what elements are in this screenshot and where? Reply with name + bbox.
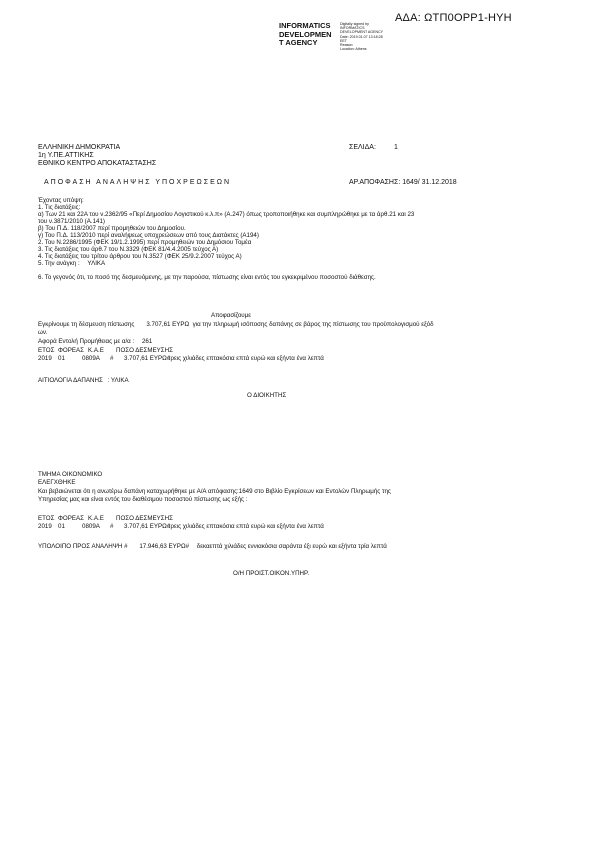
stamp-detail-line: Location: Athens [340, 47, 367, 52]
finance-checked: ΕΛΕΓΧΘΗΚΕ [38, 479, 76, 486]
consideration-line: του ν.3871/2010 (Α.141) [38, 218, 105, 225]
stamp-org-line: T AGENCY [279, 38, 318, 47]
consideration-line: 3. Τις διατάξεις του άρθ.7 του Ν.3329 (ΦΕΚ 81/4.4.2005 τεύχος Α) [38, 246, 219, 253]
row-amount: 3.707,61 ΕΥΡΩ# [124, 523, 171, 530]
approve-amount: 3.707,61 ΕΥΡΩ [146, 321, 190, 328]
consideration-line: α) Των 21 και 22Α του ν.2362/95 «Περί Δημοσίου Λογιστικού κ.λ.π» (Α.247) όπως τροποποιήθηκε και συμπληρώθηκε με τα άρθ.21 και 23 [38, 211, 415, 218]
justification-line [38, 377, 129, 384]
consideration-line: Έχοντας υπόψη: [38, 197, 84, 204]
spacer [38, 267, 414, 274]
issuer-line: ΕΘΝΙΚΟ ΚΕΝΤΡΟ ΑΠΟΚΑΤΑΣΤΑΣΗΣ [38, 160, 157, 167]
row-year: 2019 [38, 523, 52, 530]
justification-label: ΑΙΤΙΟΛΟΓΙΑ ΔΑΠΑΝΗΣ [38, 377, 103, 384]
row-hash: # [110, 523, 114, 530]
director-title: Ο ΔΙΟΙΚΗΤΗΣ [247, 392, 287, 399]
col-header-kae: Κ.Α.Ε [88, 347, 104, 354]
finance-commitment-table [38, 515, 438, 531]
order-label: Αφορά Εντολή Προμήθειας με α/α : [38, 338, 135, 345]
commitment-table [38, 347, 438, 363]
row-hash: # [110, 355, 114, 362]
approve-label: Εγκρίνουμε τη δέσμευση πίστωσης [38, 321, 135, 328]
remaining-label: ΥΠΟΛΟΙΠΟ ΠΡΟΣ ΑΝΑΛΗΨΗ # [38, 543, 128, 550]
remaining-amount: 17.946,63 ΕΥΡΩ# [139, 543, 190, 550]
row-kae: 0809Α [82, 523, 100, 530]
consideration-line: 4. Τις διατάξεις του τρίτου άρθρου του Ν.3527 (ΦΕΚ 25/9.2.2007 τεύχος Α) [38, 253, 242, 260]
page-number: 1 [394, 144, 398, 151]
stamp-detail-line: DEVELOPMENT AGENCY [340, 30, 384, 35]
stamp-detail-line: Date: 2019.01.07 13:18:28 [340, 34, 383, 39]
need-label: 5. Την ανάγκη : [38, 260, 80, 267]
document-title: ΑΠΟΦΑΣΗ ΑΝΑΛΗΨΗΣ ΥΠΟΧΡΕΩΣΕΩΝ [44, 179, 232, 186]
row-amount-words: τρεις χιλιάδες επτακόσια επτά ευρώ και εξήντα ένα λεπτά [168, 523, 324, 530]
considerations-list [38, 197, 414, 281]
remaining-amount-words: δεκαεπτά χιλιάδες εννιακόσια σαράντα έξι ευρώ και εξήντα τρία λεπτά [196, 543, 387, 550]
issuer-block [38, 144, 156, 168]
stamp-detail-line: INFORMATICS [340, 26, 365, 31]
row-agency: 01 [58, 355, 65, 362]
approval-continuation: ων. [38, 329, 48, 336]
page-label: ΣΕΛΙΔΑ: [349, 144, 376, 151]
signature-stamp [279, 22, 332, 48]
row-agency: 01 [58, 523, 65, 530]
finance-dept: ΤΜΗΜΑ ΟΙΚΟΝΟΜΙΚΟ [38, 471, 103, 478]
approve-text: για την πληρωμή ισόποσης δαπάνης σε βάρος της πίστωσης του προϋπολογισμού εξόδ [192, 321, 434, 328]
stamp-detail-line: Digitally signed by [340, 22, 369, 26]
need-value: ΥΛΙΚΑ [87, 260, 106, 267]
row-amount-words: τρεις χιλιάδες επτακόσια επτά ευρώ και εξήντα ένα λεπτά [168, 355, 324, 362]
stamp-details [340, 22, 383, 51]
approval-line [38, 321, 434, 328]
stamp-org-line: INFORMATICS [279, 21, 331, 30]
col-header-year: ΕΤΟΣ [38, 347, 55, 354]
order-line [38, 338, 152, 345]
col-header-amount: ΠΟΣΟ ΔΕΣΜΕΥΣΗΣ [116, 347, 173, 354]
order-number: 261 [141, 338, 153, 345]
ada-number: ΑΔΑ: ΩΤΠ0ΟΡΡ1-ΗΥΗ [395, 12, 512, 24]
remaining-line [38, 543, 387, 550]
decision-number: ΑΡ.ΑΠΟΦΑΣΗΣ: 1649/ 31.12.2018 [349, 179, 457, 186]
issuer-line: 1η Υ.ΠΕ.ΑΤΤΙΚΗΣ [38, 152, 94, 159]
col-header-agency: ΦΟΡΕΑΣ [58, 515, 84, 522]
consideration-line: 6. Το γεγονός ότι, το ποσό της δεσμευόμενης, με την παρούσα, πίστωσης είναι εντός του εγκεκριμένου ποσοστού διάθεσης. [38, 274, 376, 281]
stamp-detail-line: Reason: [340, 43, 354, 48]
consideration-line [38, 260, 414, 267]
row-year: 2019 [38, 355, 52, 362]
justification-value: : ΥΛΙΚΑ [107, 377, 129, 384]
decide-label: Αποφασίζουμε [211, 312, 251, 319]
col-header-year: ΕΤΟΣ [38, 515, 55, 522]
stamp-detail-line: EET [340, 38, 347, 43]
stamp-org-line: DEVELOPMEN [279, 29, 332, 39]
consideration-line: 1. Τις διατάξεις: [38, 204, 81, 211]
row-kae: 0809Α [82, 355, 100, 362]
col-header-kae: Κ.Α.Ε [88, 515, 104, 522]
finance-signer: Ο/Η ΠΡΟΙΣΤ.ΟΙΚΟΝ.ΥΠΗΡ. [233, 570, 310, 577]
consideration-line: 2. Του Ν.2286/1995 (ΦΕΚ 19/1.2.1995) περί προμηθειών του Δημόσιου Τομέα [38, 239, 252, 246]
finance-statement-line: Υπηρεσίας μας και είναι εντός του διαθέσιμου ποσοστού πίστωσης ως εξής : [38, 496, 248, 503]
col-header-agency: ΦΟΡΕΑΣ [58, 347, 84, 354]
consideration-line: γ) Του Π.Δ. 113/2010 περί αναλήψεως υποχρεώσεων από τους Διατάκτες (Α194) [38, 232, 259, 239]
finance-statement-line: Και βεβαιώνεται ότι η ανωτέρω δαπάνη καταχωρήθηκε με Α/Α απόφασης:1649 στο Βιβλίο Εγκρίσεων και Εντολών Πληρωμής της [38, 488, 391, 495]
consideration-line: β) Του Π.Δ. 118/2007 περί προμηθειών του Δημοσίου. [38, 225, 186, 232]
col-header-amount: ΠΟΣΟ ΔΕΣΜΕΥΣΗΣ [116, 515, 173, 522]
issuer-line: ΕΛΛΗΝΙΚΗ ΔΗΜΟΚΡΑΤΙΑ [38, 144, 121, 151]
row-amount: 3.707,61 ΕΥΡΩ# [124, 355, 171, 362]
